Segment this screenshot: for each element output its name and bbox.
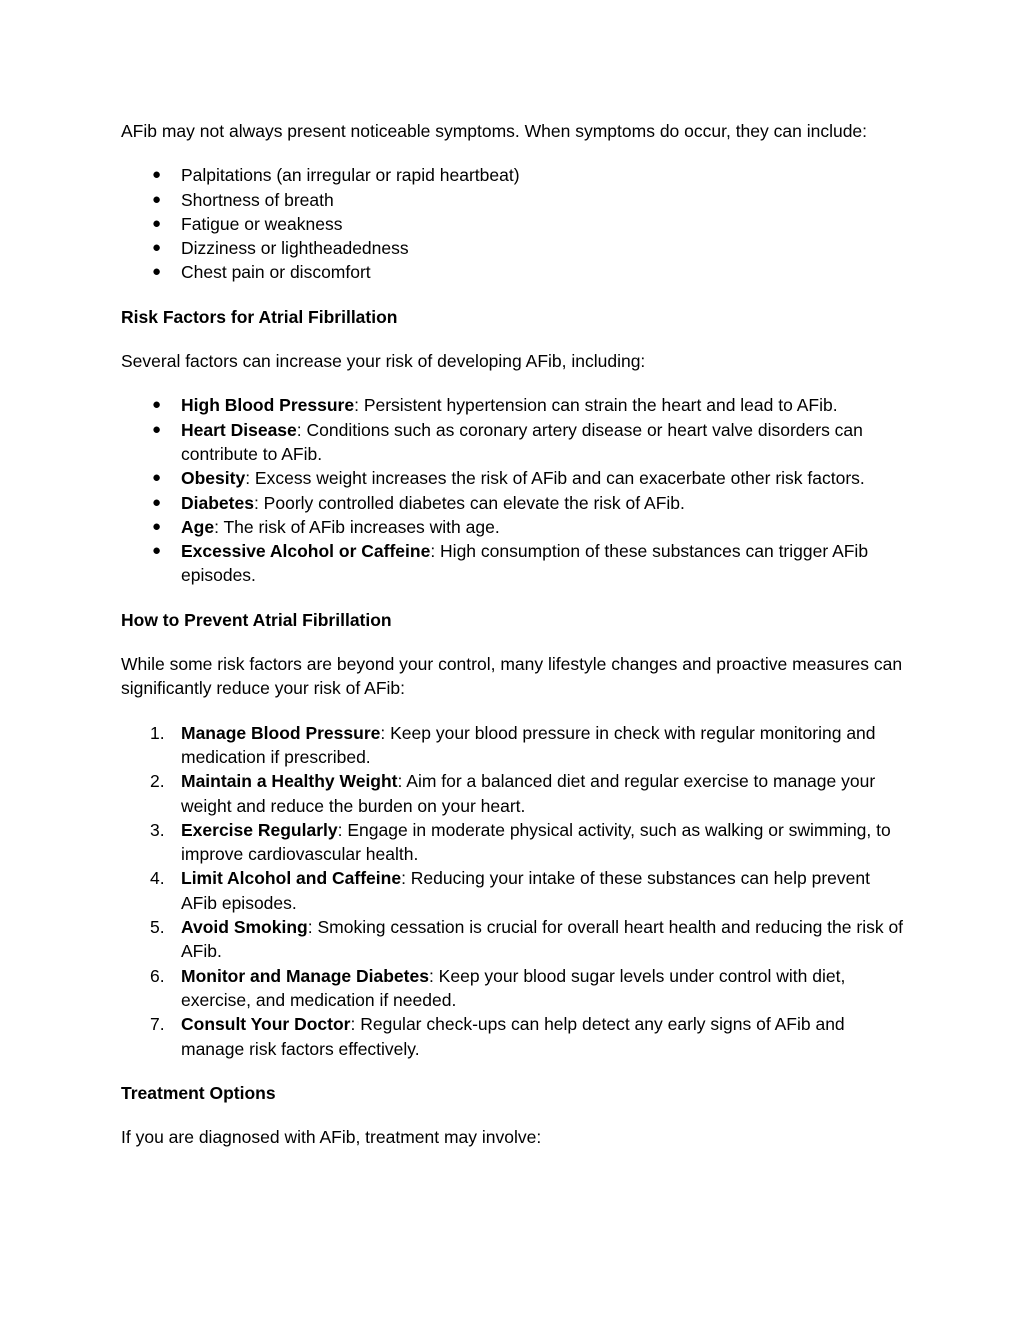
treatment-intro: If you are diagnosed with AFib, treatment may involve: (121, 1127, 542, 1148)
prevent-text: : Smoking cessation is crucial for overall heart health and reducing the risk of AFib. (181, 917, 904, 962)
risk-text: : Excess weight increases the risk of AFib and can exacerbate other risk factors. (245, 468, 865, 489)
prevent-term: Avoid Smoking (181, 917, 308, 938)
list-number: 6. (150, 965, 165, 986)
list-item (121, 393, 904, 417)
risk-text: : High consumption of these substances can trigger AFib episodes. (181, 541, 869, 586)
list-item (121, 866, 904, 915)
bullet-icon: ● (152, 469, 162, 487)
prevent-term: Maintain a Healthy Weight (181, 771, 398, 792)
risk-factors-list (121, 393, 904, 587)
bullet-icon: ● (152, 493, 162, 511)
risk-term: High Blood Pressure (181, 395, 355, 416)
risk-heading: Risk Factors for Atrial Fibrillation (121, 306, 398, 327)
risk-text: : The risk of AFib increases with age. (214, 516, 500, 537)
list-item (121, 1012, 904, 1061)
bullet-icon: ● (152, 517, 162, 535)
list-item (121, 539, 904, 588)
risk-text: : Persistent hypertension can strain the heart and lead to AFib. (354, 395, 838, 416)
symptom-text: Chest pain or discomfort (181, 262, 371, 283)
prevent-text: : Regular check-ups can help detect any early signs of AFib and manage risk factors effectively. (181, 1014, 845, 1059)
risk-text: : Poorly controlled diabetes can elevate the risk of AFib. (253, 492, 685, 513)
list-item (121, 260, 904, 284)
symptoms-intro: AFib may not always present noticeable symptoms. When symptoms do occur, they can include: (121, 121, 868, 141)
prevent-heading: How to Prevent Atrial Fibrillation (121, 609, 392, 630)
bullet-icon: ● (152, 190, 162, 208)
prevent-text: : Aim for a balanced diet and regular exercise to manage your weight and reduce the burden on your heart. (181, 771, 876, 816)
list-item (121, 915, 904, 964)
risk-intro: Several factors can increase your risk of developing AFib, including: (121, 351, 646, 372)
bullet-icon: ● (152, 166, 162, 184)
list-item (121, 212, 904, 236)
risk-term: Excessive Alcohol or Caffeine (181, 541, 431, 562)
prevent-term: Consult Your Doctor (181, 1014, 351, 1035)
bullet-icon: ● (152, 396, 162, 414)
list-item (121, 163, 904, 187)
list-item (121, 491, 904, 515)
risk-term: Obesity (181, 468, 246, 489)
prevent-text: : Keep your blood sugar levels under control with diet, exercise, and medication if needed. (181, 965, 846, 1010)
symptom-text: Shortness of breath (181, 189, 334, 210)
risk-term: Age (181, 516, 215, 537)
list-item (121, 188, 904, 212)
bullet-icon: ● (152, 542, 162, 560)
prevent-text: : Keep your blood pressure in check with regular monitoring and medication if prescribed. (181, 722, 876, 767)
prevent-text: : Reducing your intake of these substances can help prevent AFib episodes. (181, 868, 870, 913)
list-item (121, 236, 904, 260)
list-item (121, 818, 904, 867)
list-item (121, 515, 904, 539)
list-number: 1. (150, 722, 165, 743)
list-item (121, 418, 904, 467)
prevention-list (121, 721, 904, 1061)
bullet-icon: ● (152, 214, 162, 232)
prevent-text: : Engage in moderate physical activity, such as walking or swimming, to improve cardiovascular health. (181, 819, 891, 865)
risk-text: : Conditions such as coronary artery disease or heart valve disorders can contribute to AFib. (181, 419, 863, 464)
prevent-term: Monitor and Manage Diabetes (181, 965, 429, 986)
symptoms-list (121, 163, 904, 284)
list-item (121, 721, 904, 770)
bullet-icon: ● (152, 239, 162, 257)
list-number: 4. (150, 868, 165, 889)
list-item (121, 964, 904, 1013)
prevent-intro: While some risk factors are beyond your control, many lifestyle changes and proactive measures can significantly reduce your risk of AFib: (121, 654, 903, 699)
risk-term: Diabetes (181, 492, 254, 513)
list-number: 3. (150, 819, 165, 840)
list-number: 7. (150, 1014, 165, 1035)
list-item (121, 466, 904, 490)
list-number: 5. (150, 917, 165, 938)
prevent-term: Manage Blood Pressure (181, 722, 381, 743)
prevent-term: Exercise Regularly (181, 819, 338, 840)
symptom-text: Palpitations (an irregular or rapid heartbeat) (181, 165, 520, 186)
list-number: 2. (150, 771, 165, 792)
bullet-icon: ● (152, 263, 162, 281)
risk-term: Heart Disease (181, 419, 297, 440)
list-item (121, 769, 904, 818)
prevent-term: Limit Alcohol and Caffeine (181, 868, 402, 889)
bullet-icon: ● (152, 420, 162, 438)
symptom-text: Fatigue or weakness (181, 213, 343, 234)
symptom-text: Dizziness or lightheadedness (181, 238, 409, 259)
treatment-heading: Treatment Options (121, 1082, 276, 1103)
